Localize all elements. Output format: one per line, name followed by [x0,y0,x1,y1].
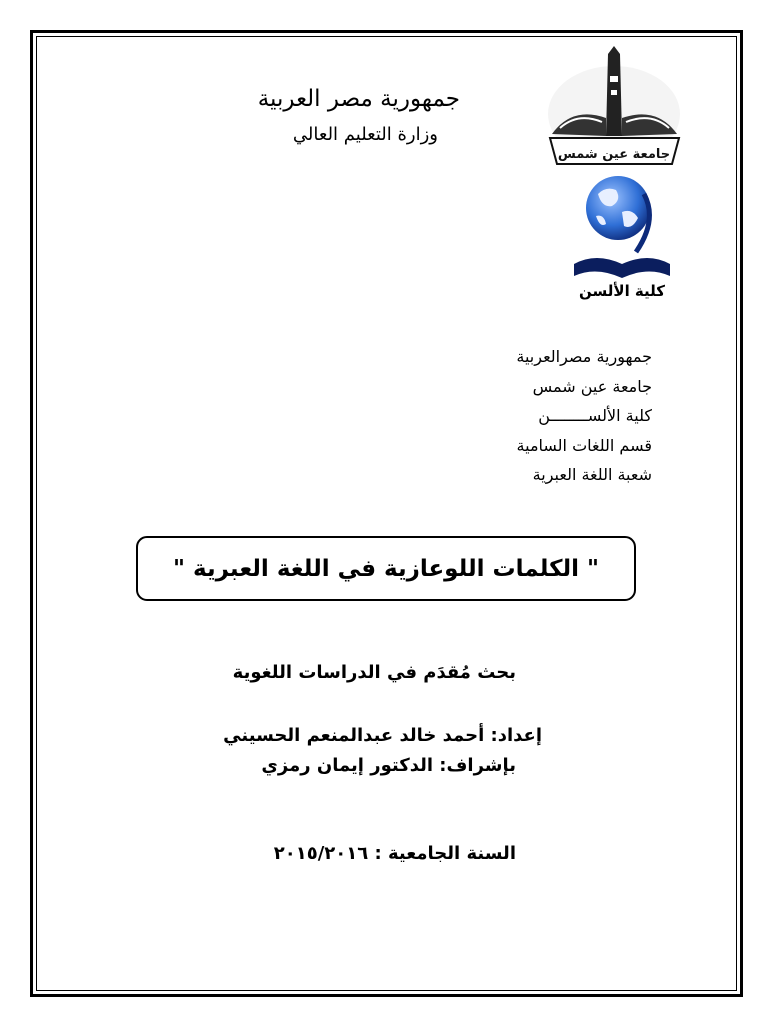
institution-line-division: شعبة اللغة العبرية [532,465,652,484]
faculty-logo-label: كلية الألسن [579,282,665,300]
republic-header: جمهورية مصر العربية [257,86,460,112]
institution-block [516,342,652,490]
supervised-by: بإشراف: الدكتور إيمان رمزي [261,755,516,776]
institution-line-faculty: كلية الألســــــــن [538,406,652,425]
academic-year: السنة الجامعية : ٢٠١٥/٢٠١٦ [273,843,516,864]
research-type: بحث مُقدَم في الدراسات اللغوية [232,662,516,683]
ain-shams-logo-text: جامعة عين شمس [557,147,671,162]
institution-line-university: جامعة عين شمس [532,376,652,396]
prepared-by: إعداد: أحمد خالد عبدالمنعم الحسيني [223,725,542,746]
ain-shams-university-logo [542,46,687,168]
ministry-header: وزارة التعليم العالي [292,124,438,145]
thesis-title: " الكلمات اللوعازية في اللغة العبرية " [173,555,599,582]
institution-line-department: قسم اللغات السامية [516,435,652,455]
institution-line-country: جمهورية مصرالعربية [516,347,652,366]
thesis-title-box [136,536,636,601]
